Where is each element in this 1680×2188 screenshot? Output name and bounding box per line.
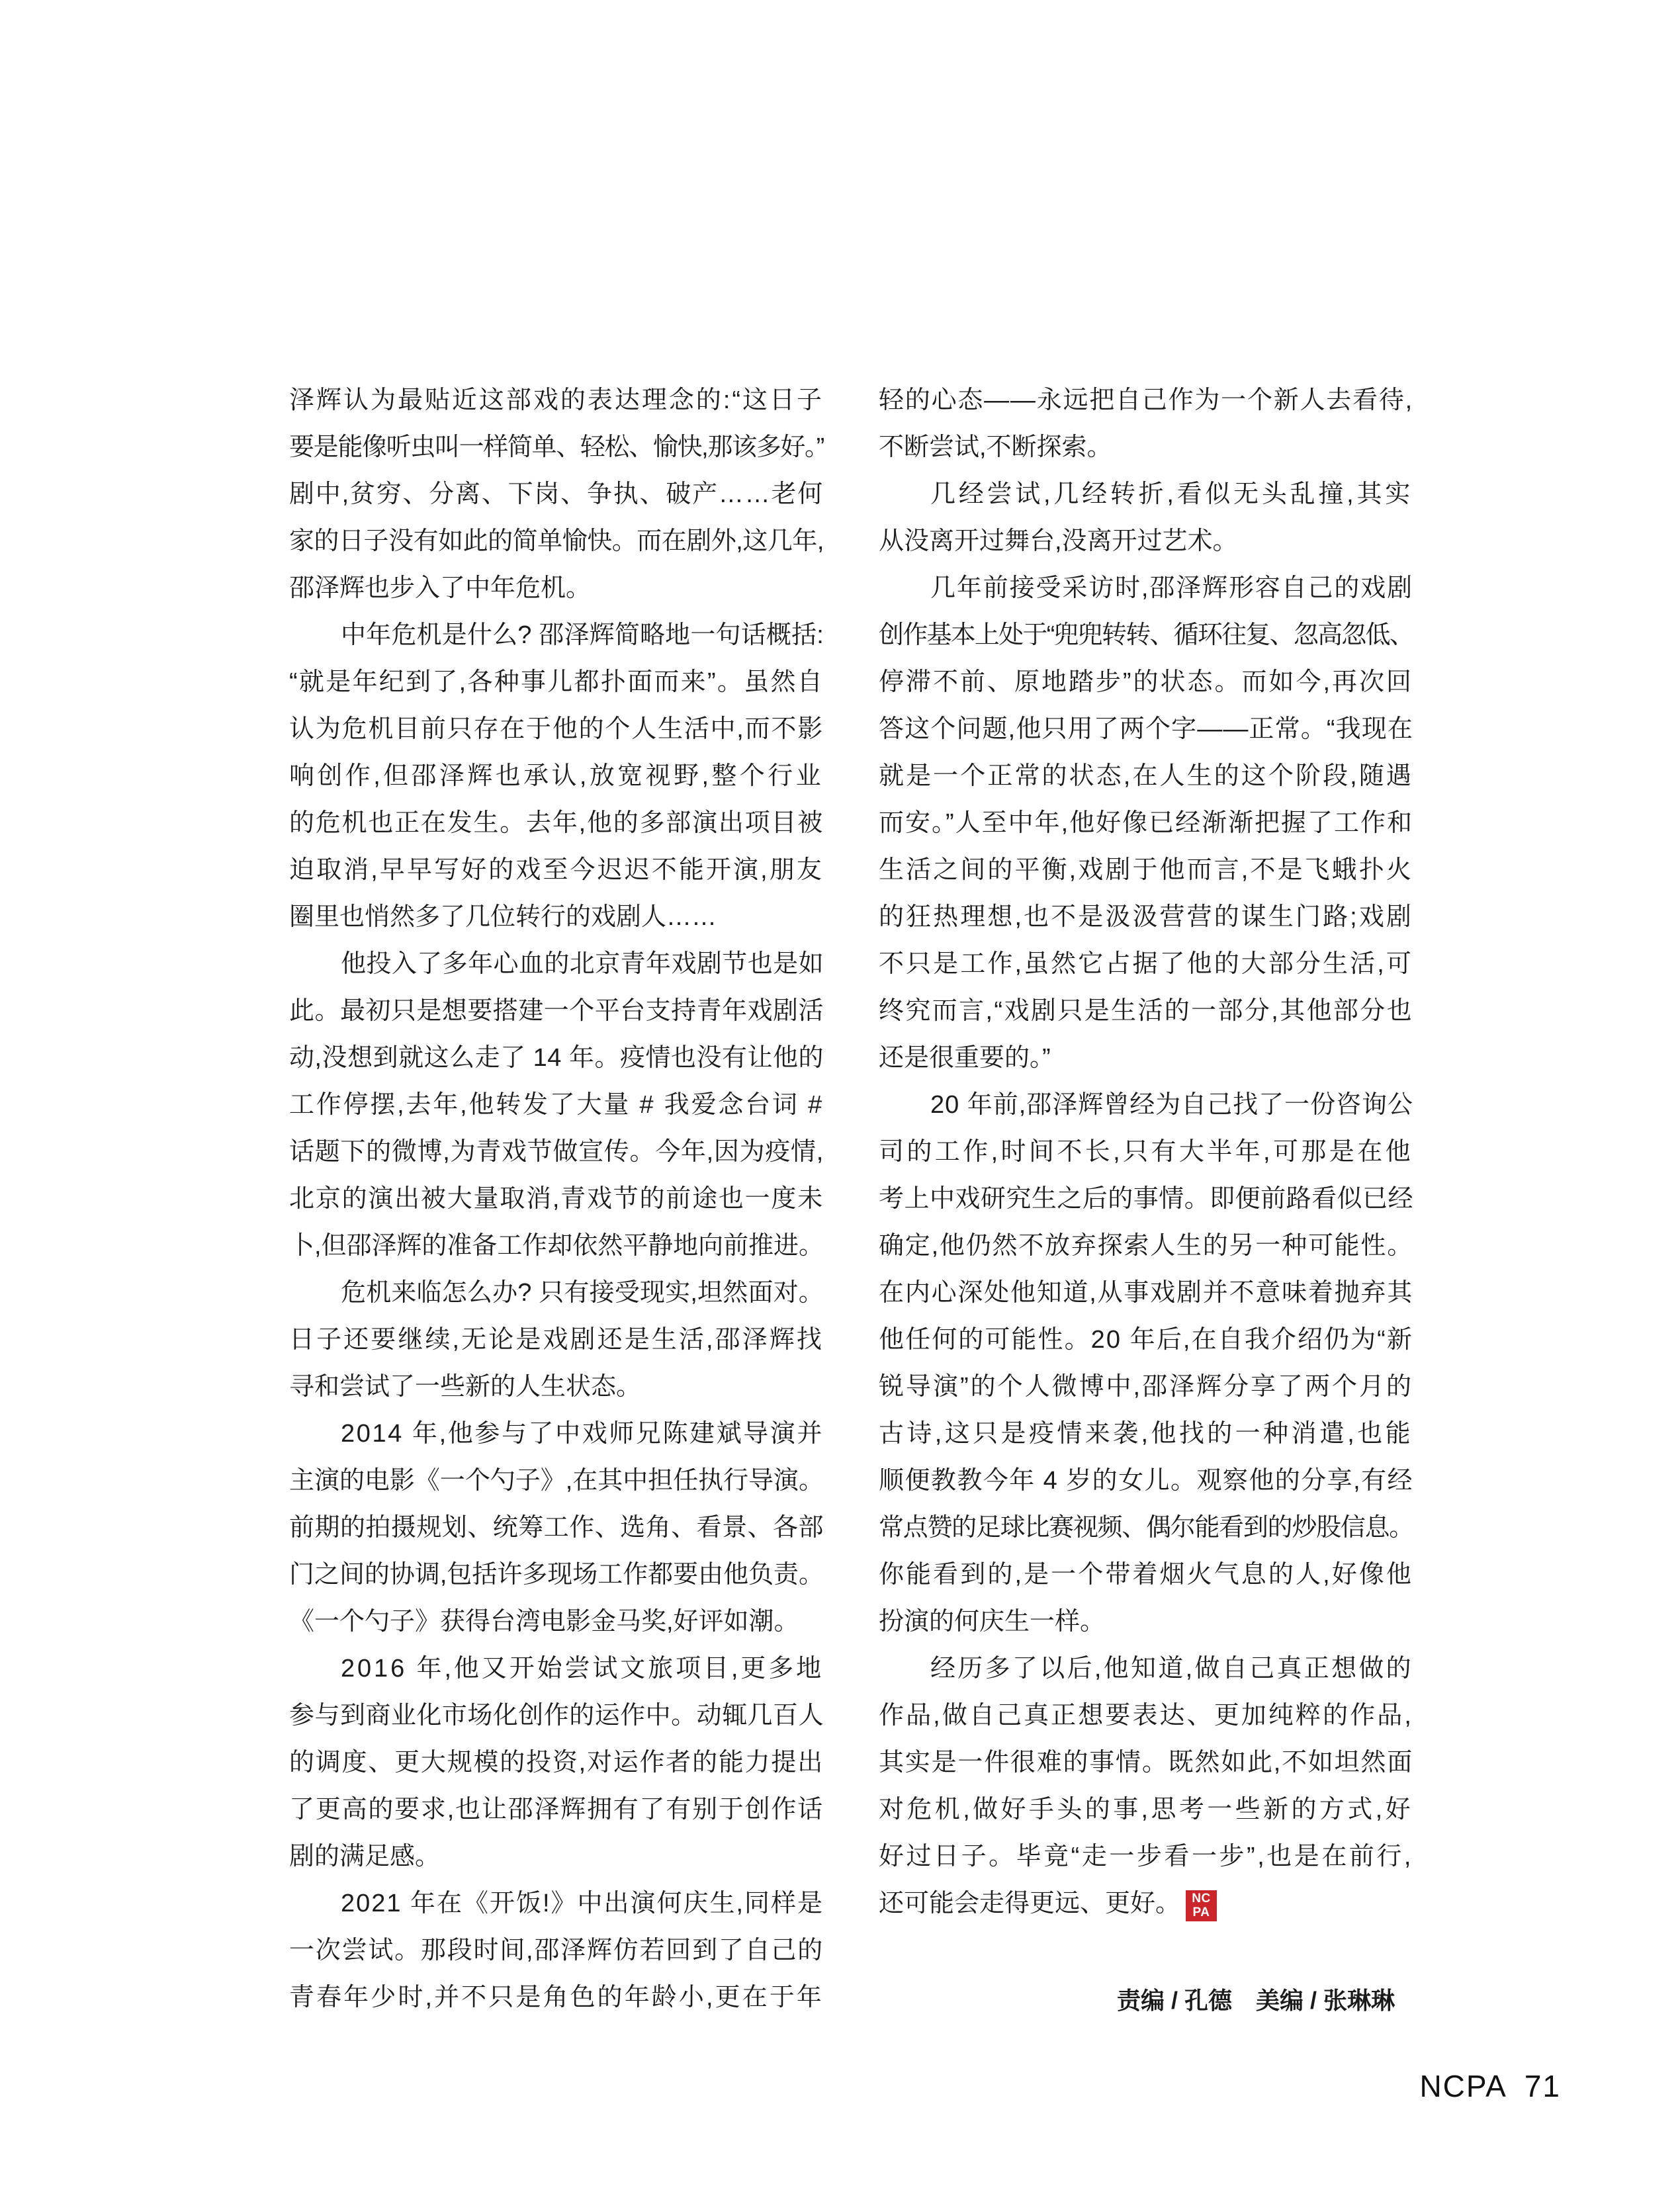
text-line: 中年危机是什么? 邵泽辉简略地一句话概括: xyxy=(341,621,824,649)
text-line: 古诗,这只是疫情来袭,他找的一种消遣,也能 xyxy=(879,1420,1413,1448)
page-number: 71 xyxy=(1524,2069,1561,2103)
ncpa-seal-icon: NC PA xyxy=(1186,1890,1217,1921)
text-line: 几年前接受采访时,邵泽辉形容自己的戏剧 xyxy=(930,574,1413,602)
text-line: 响创作,但邵泽辉也承认,放宽视野,整个行业 xyxy=(289,762,824,790)
text-line: 前期的拍摄规划、统筹工作、选角、看景、各部 xyxy=(289,1514,824,1542)
text-line: 《一个勺子》获得台湾电影金马奖,好评如潮。 xyxy=(289,1608,799,1636)
text-line: 工作停摆,去年,他转发了大量 # 我爱念台词 # xyxy=(289,1091,824,1119)
text-line: 日子还要继续,无论是戏剧还是生活,邵泽辉找 xyxy=(289,1326,824,1354)
text-line: 轻的心态——永远把自己作为一个新人去看待, xyxy=(879,386,1413,414)
text-line: 此。最初只是想要搭建一个平台支持青年戏剧活 xyxy=(289,997,824,1025)
magazine-name: NCPA xyxy=(1419,2069,1507,2103)
text-line: 司的工作,时间不长,只有大半年,可那是在他 xyxy=(879,1138,1413,1166)
text-line: 的危机也正在发生。去年,他的多部演出项目被 xyxy=(289,809,824,837)
text-line: 创作基本上处于“兜兜转转、循环往复、忽高忽低、 xyxy=(879,621,1413,649)
text-line: 好过日子。毕竟“走一步看一步”,也是在前行, xyxy=(879,1843,1413,1870)
text-line: 青春年少时,并不只是角色的年龄小,更在于年 xyxy=(289,1984,824,2011)
text-line: 还可能会走得更远、更好。 NC PA xyxy=(879,1880,1413,1927)
editor-credits: 责编 / 孔德 美编 / 张琳琳 xyxy=(1116,1987,1395,2014)
text-line: 还是很重要的。” xyxy=(879,1044,1051,1072)
text-line: 从没离开过舞台,没离开过艺术。 xyxy=(879,527,1238,555)
text-line: 扮演的何庆生一样。 xyxy=(879,1608,1106,1636)
text-line: 确定,他仍然不放弃探索人生的另一种可能性。 xyxy=(879,1232,1413,1260)
text-line: 2014 年,他参与了中戏师兄陈建斌导演并 xyxy=(341,1420,824,1448)
text-line: 圈里也悄然多了几位转行的戏剧人…… xyxy=(289,903,717,931)
page-footer xyxy=(1419,2068,1561,2104)
text-line: 他投入了多年心血的北京青年戏剧节也是如 xyxy=(341,950,824,978)
text-line: 北京的演出被大量取消,青戏节的前途也一度未 xyxy=(289,1185,824,1213)
text-line: 就是一个正常的状态,在人生的这个阶段,随遇 xyxy=(879,762,1413,790)
text-line: 的调度、更大规模的投资,对运作者的能力提出 xyxy=(289,1749,824,1776)
text-line: 对危机,做好手头的事,思考一些新的方式,好 xyxy=(879,1796,1413,1823)
text-line: 寻和尝试了一些新的人生状态。 xyxy=(289,1373,642,1401)
text-line: “就是年纪到了,各种事儿都扑面而来”。虽然自 xyxy=(289,668,824,696)
text-line: 卜,但邵泽辉的准备工作却依然平静地向前推进。 xyxy=(289,1232,824,1260)
text-line: 而安。”人至中年,他好像已经渐渐把握了工作和 xyxy=(879,809,1413,837)
text-line: 常点赞的足球比赛视频、偶尔能看到的炒股信息。 xyxy=(879,1514,1413,1542)
text-line: 考上中戏研究生之后的事情。即便前路看似已经 xyxy=(879,1185,1413,1213)
column-left xyxy=(289,377,824,2021)
text-line: 其实是一件很难的事情。既然如此,不如坦然面 xyxy=(879,1749,1413,1776)
text-line: 他任何的可能性。20 年后,在自我介绍仍为“新 xyxy=(879,1326,1413,1354)
text-line: 话题下的微博,为青戏节做宣传。今年,因为疫情, xyxy=(289,1138,824,1166)
text-line: 停滞不前、原地踏步”的状态。而如今,再次回 xyxy=(879,668,1413,696)
text-line: 几经尝试,几经转折,看似无头乱撞,其实 xyxy=(930,480,1413,508)
text-line: 作品,做自己真正想要表达、更加纯粹的作品, xyxy=(879,1702,1413,1729)
text-line: 答这个问题,他只用了两个字——正常。“我现在 xyxy=(879,715,1413,743)
text-line: 认为危机目前只存在于他的个人生活中,而不影 xyxy=(289,715,824,743)
text-line: 迫取消,早早写好的戏至今迟迟不能开演,朋友 xyxy=(289,856,824,884)
text-line: 动,没想到就这么走了 14 年。疫情也没有让他的 xyxy=(289,1044,824,1072)
text-line: 泽辉认为最贴近这部戏的表达理念的:“这日子 xyxy=(289,386,824,414)
text-line: 20 年前,邵泽辉曾经为自己找了一份咨询公 xyxy=(930,1091,1413,1119)
text-line: 终究而言,“戏剧只是生活的一部分,其他部分也 xyxy=(879,997,1413,1025)
text-line: 你能看到的,是一个带着烟火气息的人,好像他 xyxy=(879,1561,1413,1589)
text-line: 经历多了以后,他知道,做自己真正想做的 xyxy=(930,1655,1413,1683)
text-line: 门之间的协调,包括许多现场工作都要由他负责。 xyxy=(289,1561,824,1589)
text-line: 锐导演”的个人微博中,邵泽辉分享了两个月的 xyxy=(879,1373,1413,1401)
text-line: 剧中,贫穷、分离、下岗、争执、破产……老何 xyxy=(289,480,824,508)
text-line: 主演的电影《一个勺子》,在其中担任执行导演。 xyxy=(289,1467,824,1495)
text-line: 了更高的要求,也让邵泽辉拥有了有别于创作话 xyxy=(289,1796,824,1823)
text-line: 顺便教教今年 4 岁的女儿。观察他的分享,有经 xyxy=(879,1467,1413,1495)
text-line: 在内心深处他知道,从事戏剧并不意味着抛弃其 xyxy=(879,1279,1413,1307)
text-line: 参与到商业化市场化创作的运作中。动辄几百人 xyxy=(289,1702,824,1729)
text-line: 不断尝试,不断探索。 xyxy=(879,433,1112,461)
text-line: 危机来临怎么办? 只有接受现实,坦然面对。 xyxy=(341,1279,824,1307)
text-line: 2016 年,他又开始尝试文旅项目,更多地 xyxy=(341,1655,824,1683)
text-line: 2021 年在《开饭!》中出演何庆生,同样是 xyxy=(341,1890,824,1917)
text-line: 一次尝试。那段时间,邵泽辉仿若回到了自己的 xyxy=(289,1937,824,1964)
column-right xyxy=(879,377,1413,1927)
text-line: 生活之间的平衡,戏剧于他而言,不是飞蛾扑火 xyxy=(879,856,1413,884)
text-line: 要是能像听虫叫一样简单、轻松、愉快,那该多好。” xyxy=(289,433,824,461)
text-line: 邵泽辉也步入了中年危机。 xyxy=(289,574,592,602)
text-line: 不只是工作,虽然它占据了他的大部分生活,可 xyxy=(879,950,1413,978)
text-line: 的狂热理想,也不是汲汲营营的谋生门路;戏剧 xyxy=(879,903,1413,931)
text-line: 剧的满足感。 xyxy=(289,1843,441,1870)
text-line: 家的日子没有如此的简单愉快。而在剧外,这几年, xyxy=(289,527,824,555)
